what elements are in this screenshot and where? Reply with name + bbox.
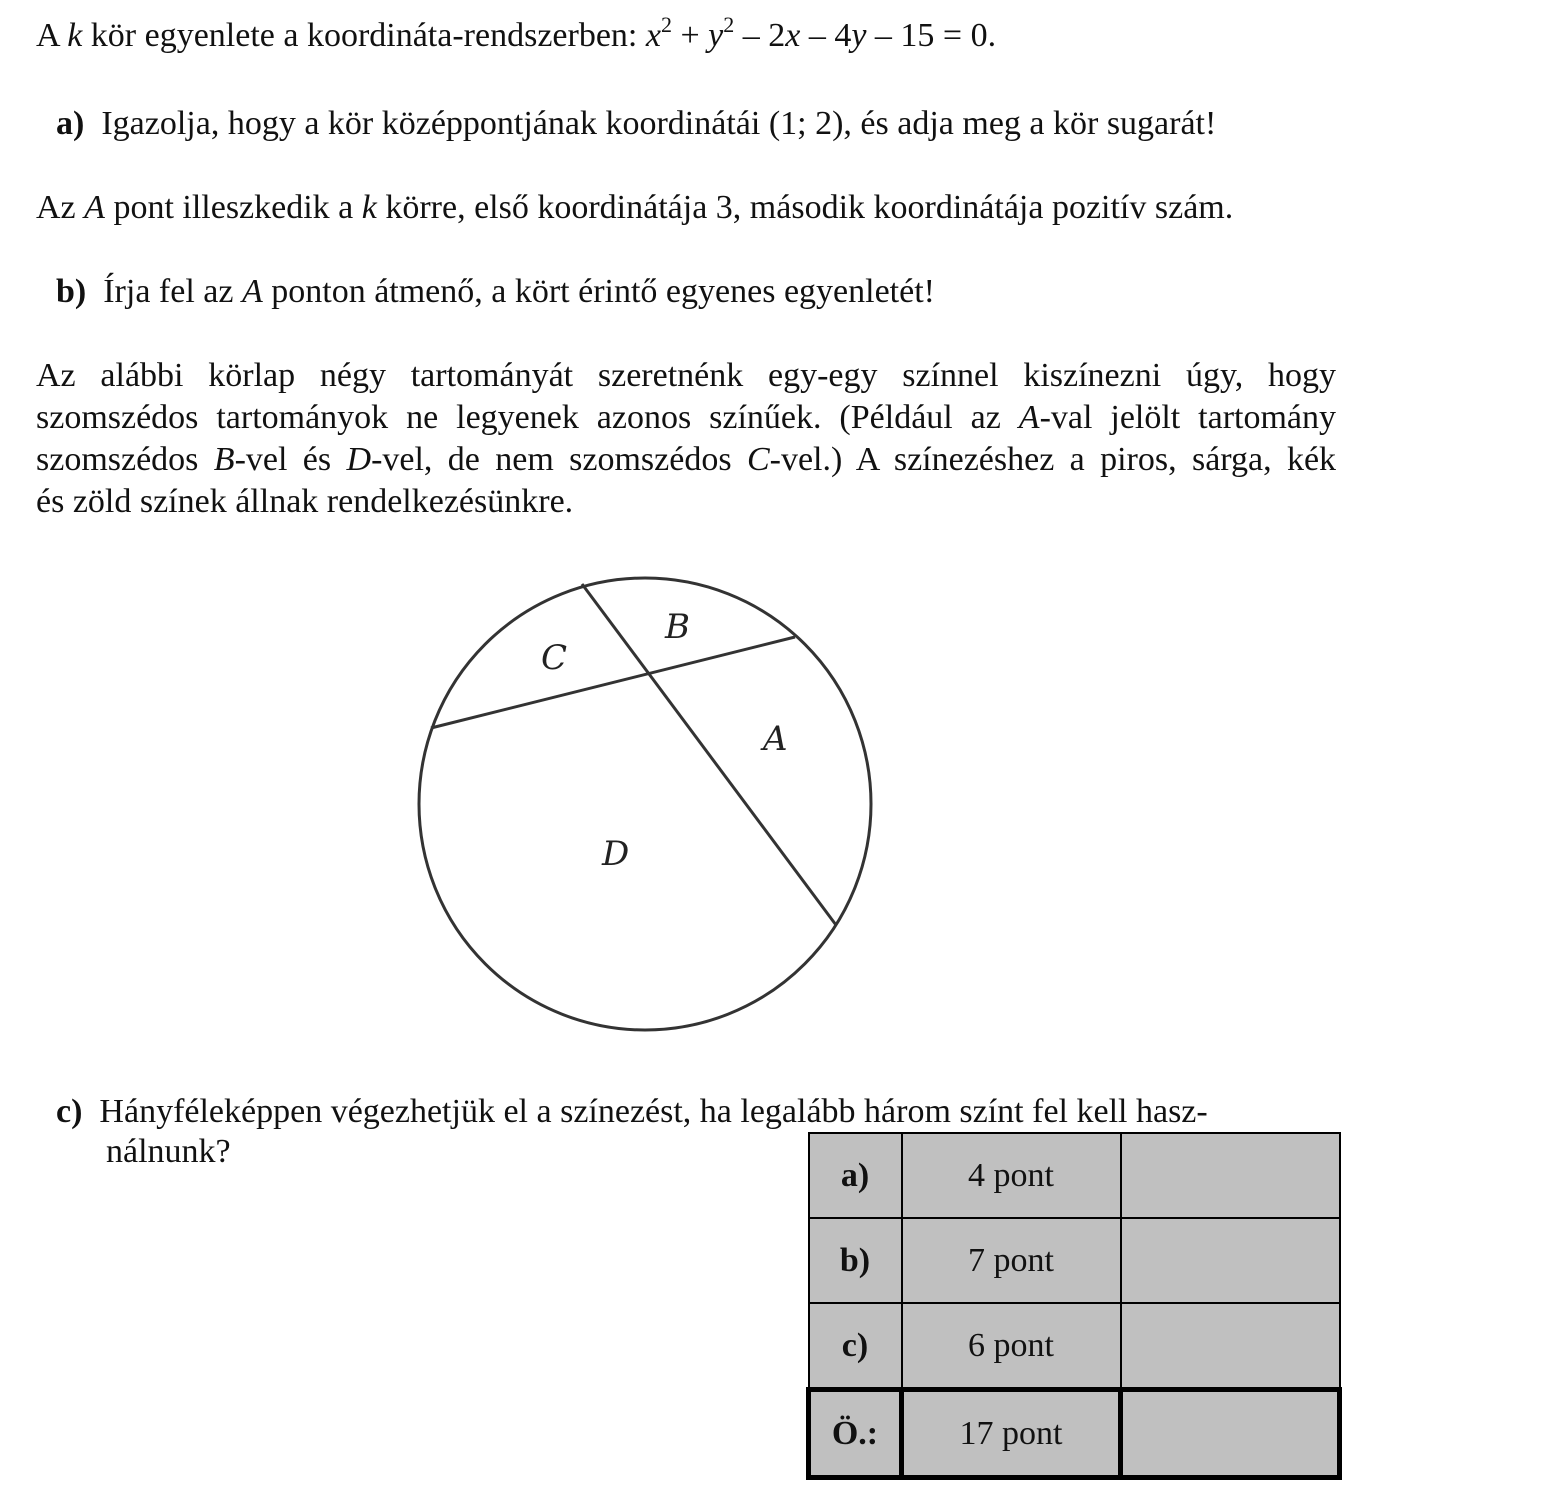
score-label: c) (809, 1303, 902, 1390)
score-row-c (809, 1303, 1340, 1390)
score-total-label: Ö.: (809, 1390, 902, 1478)
coloring-var-c: C (746, 441, 770, 478)
score-points: 6 pont (902, 1303, 1121, 1390)
eq-term-c: – 15 = 0. (874, 17, 997, 54)
coloring-line-3-text-a: szomszédos (36, 441, 199, 478)
eq-term-a: – 2 (742, 17, 786, 54)
score-label: a) (809, 1133, 902, 1218)
coloring-var-a: A (1018, 399, 1040, 436)
circle-outline (419, 578, 871, 1030)
score-entry-cell[interactable] (1121, 1133, 1340, 1218)
eq-term-x: x (785, 17, 801, 54)
part-b-label: b) (56, 273, 87, 310)
part-b-text-2: ponton átmenő, a kört érintő egyenes egyenletét! (271, 273, 935, 310)
score-total-points: 17 pont (902, 1390, 1121, 1478)
part-a-text: Igazolja, hogy a kör középpontjának koordinátái (1; 2), és adja meg a kör sugarát! (101, 105, 1217, 142)
eq-term-y: y (851, 17, 867, 54)
region-label-b: B (665, 607, 690, 647)
chord-horizontal (431, 637, 795, 728)
part-a (56, 104, 1216, 144)
circle-diagram (400, 560, 900, 1050)
score-table (806, 1132, 1342, 1480)
part-c (56, 1092, 1208, 1132)
point-a-var-a: A (84, 189, 105, 226)
eq-y: y (708, 17, 724, 54)
intro-line (36, 12, 997, 56)
score-entry-cell[interactable] (1121, 1218, 1340, 1303)
eq-x-exponent: 2 (660, 12, 672, 37)
coloring-line-3-text-b: -vel és (234, 441, 332, 478)
region-label-d: D (602, 834, 630, 874)
eq-x: x (645, 17, 661, 54)
circle-equation (645, 12, 997, 54)
coloring-line-3 (36, 440, 1336, 480)
part-a-label: a) (56, 105, 85, 142)
intro-var-k: k (67, 17, 83, 54)
coloring-line-4: és zöld színek állnak rendelkezésünkre. (36, 483, 574, 520)
point-a-var-k: k (361, 189, 377, 226)
coloring-line-3-text-c: -vel, de nem szomszédos (371, 441, 732, 478)
coloring-line-2-text-a: szomszédos tartományok ne legyenek azonos színűek. (Például az (36, 399, 1001, 436)
eq-y-exponent: 2 (723, 12, 735, 37)
score-points: 7 pont (902, 1218, 1121, 1303)
intro-prefix: A (36, 17, 59, 54)
part-c-label: c) (56, 1093, 83, 1130)
score-label: b) (809, 1218, 902, 1303)
score-row-a (809, 1133, 1340, 1218)
point-a-text-2: pont illeszkedik a (113, 189, 354, 226)
region-label-a: A (763, 719, 788, 759)
part-b-var-a: A (241, 273, 263, 310)
part-b-text-1: Írja fel az (103, 273, 234, 310)
score-entry-cell[interactable] (1121, 1303, 1340, 1390)
coloring-var-b: B (213, 441, 235, 478)
coloring-line-2-text-b: -val jelölt tartomány (1039, 399, 1337, 436)
intro-text: kör egyenlete a koordináta-rendszerben: (90, 17, 638, 54)
eq-term-b: – 4 (808, 17, 852, 54)
part-c-continuation: nálnunk? (106, 1133, 231, 1170)
coloring-var-d: D (346, 441, 372, 478)
score-row-b (809, 1218, 1340, 1303)
point-a-text-1: Az (36, 189, 76, 226)
score-total-entry-cell[interactable] (1121, 1390, 1340, 1478)
part-b (56, 272, 935, 312)
coloring-line-3-text-d: -vel.) A színezéshez a piros, sárga, kék (769, 441, 1337, 478)
score-points: 4 pont (902, 1133, 1121, 1218)
coloring-line-2 (36, 398, 1336, 438)
score-row-total (809, 1390, 1340, 1478)
point-a-text-3: körre, első koordinátája 3, második koordinátája pozitív szám. (385, 189, 1234, 226)
point-a-description (36, 188, 1233, 228)
region-label-c: C (541, 638, 568, 678)
coloring-line-1: Az alábbi körlap négy tartományát szeretnénk egy-egy színnel kiszínezni úgy, hogy (36, 357, 1336, 394)
eq-plus: + (680, 17, 700, 54)
part-c-text-1: Hányféleképpen végezhetjük el a színezést, ha legalább három színt fel kell hasz- (99, 1093, 1208, 1130)
